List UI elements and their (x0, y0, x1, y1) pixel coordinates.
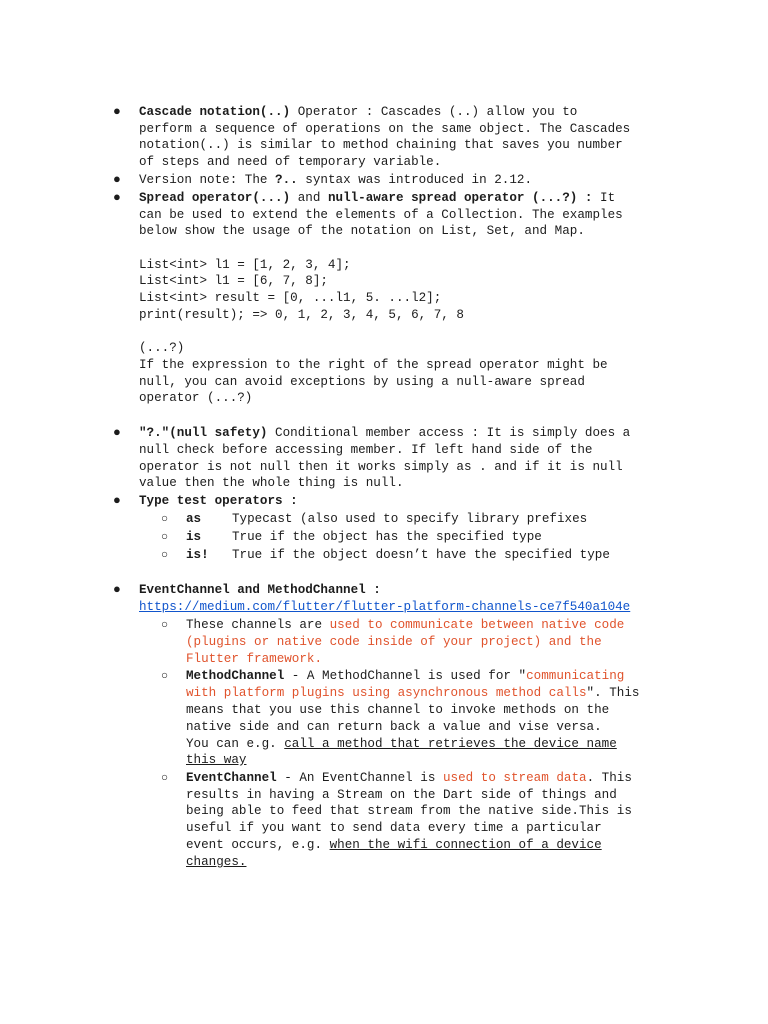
channels-item-1-line-3: Flutter framework. (186, 652, 323, 666)
version-syntax: ?.. (275, 173, 298, 187)
code-line: List<int> l1 = [6, 7, 8]; (139, 274, 328, 288)
null-safety-line-4: value then the whole thing is null. (139, 476, 404, 490)
type-op-desc: Typecast (also used to specify library prefixes (232, 512, 588, 526)
sub-bullet-icon: ○ (161, 530, 169, 544)
null-aware-spread-term: null-aware spread operator (...?) : (327, 191, 593, 205)
bullet-icon: ● (113, 493, 121, 508)
spread-term: Spread operator(...) (139, 191, 291, 205)
event-channel-line-1: EventChannel - An EventChannel is used to stream data. This (186, 771, 632, 785)
device-name-link[interactable]: call a method that retrieves the device name (284, 737, 617, 751)
spread-line-3: below show the usage of the notation on List, Set, and Map. (139, 224, 585, 238)
sub-bullet-icon: ○ (161, 512, 169, 526)
event-channel-line-4: useful if you want to send data every time a particular (186, 821, 602, 835)
bullet-icon: ● (113, 425, 121, 440)
wifi-change-link-end[interactable]: changes. (186, 855, 247, 869)
wifi-change-link[interactable]: when the wifi connection of a device (329, 838, 602, 852)
null-safety-line-2: null check before accessing member. If left hand side of the (139, 443, 593, 457)
bullet-icon: ● (113, 172, 121, 187)
null-safety-line-3: operator is not null then it works simply as . and if it is null (139, 460, 623, 474)
spread-line-2: can be used to extend the elements of a Collection. The examples (139, 208, 623, 222)
sub-bullet-icon: ○ (161, 618, 169, 632)
bullet-icon: ● (113, 190, 121, 205)
code-line: List<int> l1 = [1, 2, 3, 4]; (139, 258, 351, 272)
cascade-line-4: of steps and need of temporary variable. (139, 155, 442, 169)
sub-bullet-icon: ○ (161, 771, 169, 785)
type-op: is! (186, 548, 209, 562)
event-channel-line-5: event occurs, e.g. when the wifi connection of a device (186, 838, 602, 852)
type-op-desc: True if the object has the specified type (232, 530, 542, 544)
event-channel-line-2: results in having a Stream on the Dart side of things and (186, 788, 617, 802)
spread-line-1: Spread operator(...) and null-aware spread operator (...?) : It (139, 191, 616, 205)
channels-article-link[interactable]: https://medium.com/flutter/flutter-platform-channels-ce7f540a104e (139, 600, 631, 614)
null-safety-term: "?."(null safety) (139, 426, 268, 440)
channels-item-1-line-1: These channels are used to communicate between native code (186, 618, 625, 632)
method-channel-term: MethodChannel (186, 669, 285, 683)
method-channel-line-3: means that you use this channel to invoke methods on the (186, 703, 610, 717)
sub-bullet-icon: ○ (161, 669, 169, 683)
channels-item-1-line-2: (plugins or native code inside of your project) and the (186, 635, 602, 649)
event-channel-term: EventChannel (186, 771, 277, 785)
cascade-term: Cascade notation(..) (139, 105, 291, 119)
cascade-line-2: perform a sequence of operations on the same object. The Cascades (139, 122, 631, 136)
code-line: List<int> result = [0, ...l1, 5. ...l2]; (139, 291, 442, 305)
type-op-desc: True if the object doesn’t have the specified type (232, 548, 610, 562)
null-aware-line: operator (...?) (139, 391, 253, 405)
device-name-link-end[interactable]: this way (186, 753, 247, 767)
type-test-title: Type test operators : (139, 494, 298, 508)
type-op: is (186, 530, 202, 544)
event-channel-line-3: being able to feed that stream from the native side.This is (186, 804, 632, 818)
method-channel-line-5: You can e.g. call a method that retrieves the device name (186, 737, 617, 751)
null-aware-line: If the expression to the right of the spread operator might be (139, 358, 608, 372)
code-line: print(result); => 0, 1, 2, 3, 4, 5, 6, 7, 8 (139, 308, 464, 322)
bullet-icon: ● (113, 104, 121, 119)
version-note: Version note: The ?.. syntax was introduced in 2.12. (139, 173, 533, 187)
null-aware-line: null, you can avoid exceptions by using a null-aware spread (139, 375, 585, 389)
bullet-icon: ● (113, 582, 121, 597)
null-aware-line: (...?) (139, 341, 185, 355)
method-channel-line-1: MethodChannel - A MethodChannel is used for "communicating (186, 669, 625, 683)
cascade-line-1: Cascade notation(..) Operator : Cascades (..) allow you to (139, 105, 578, 119)
method-channel-line-4: native side and can return back a value and vise versa. (186, 720, 602, 734)
sub-bullet-icon: ○ (161, 548, 169, 562)
method-channel-line-2: with platform plugins using asynchronous method calls". This (186, 686, 640, 700)
channels-title: EventChannel and MethodChannel : (139, 583, 381, 597)
null-safety-line-1: "?."(null safety) Conditional member access : It is simply does a (139, 426, 631, 440)
cascade-line-3: notation(..) is similar to method chaining that saves you number (139, 138, 623, 152)
type-op: as (186, 512, 202, 526)
